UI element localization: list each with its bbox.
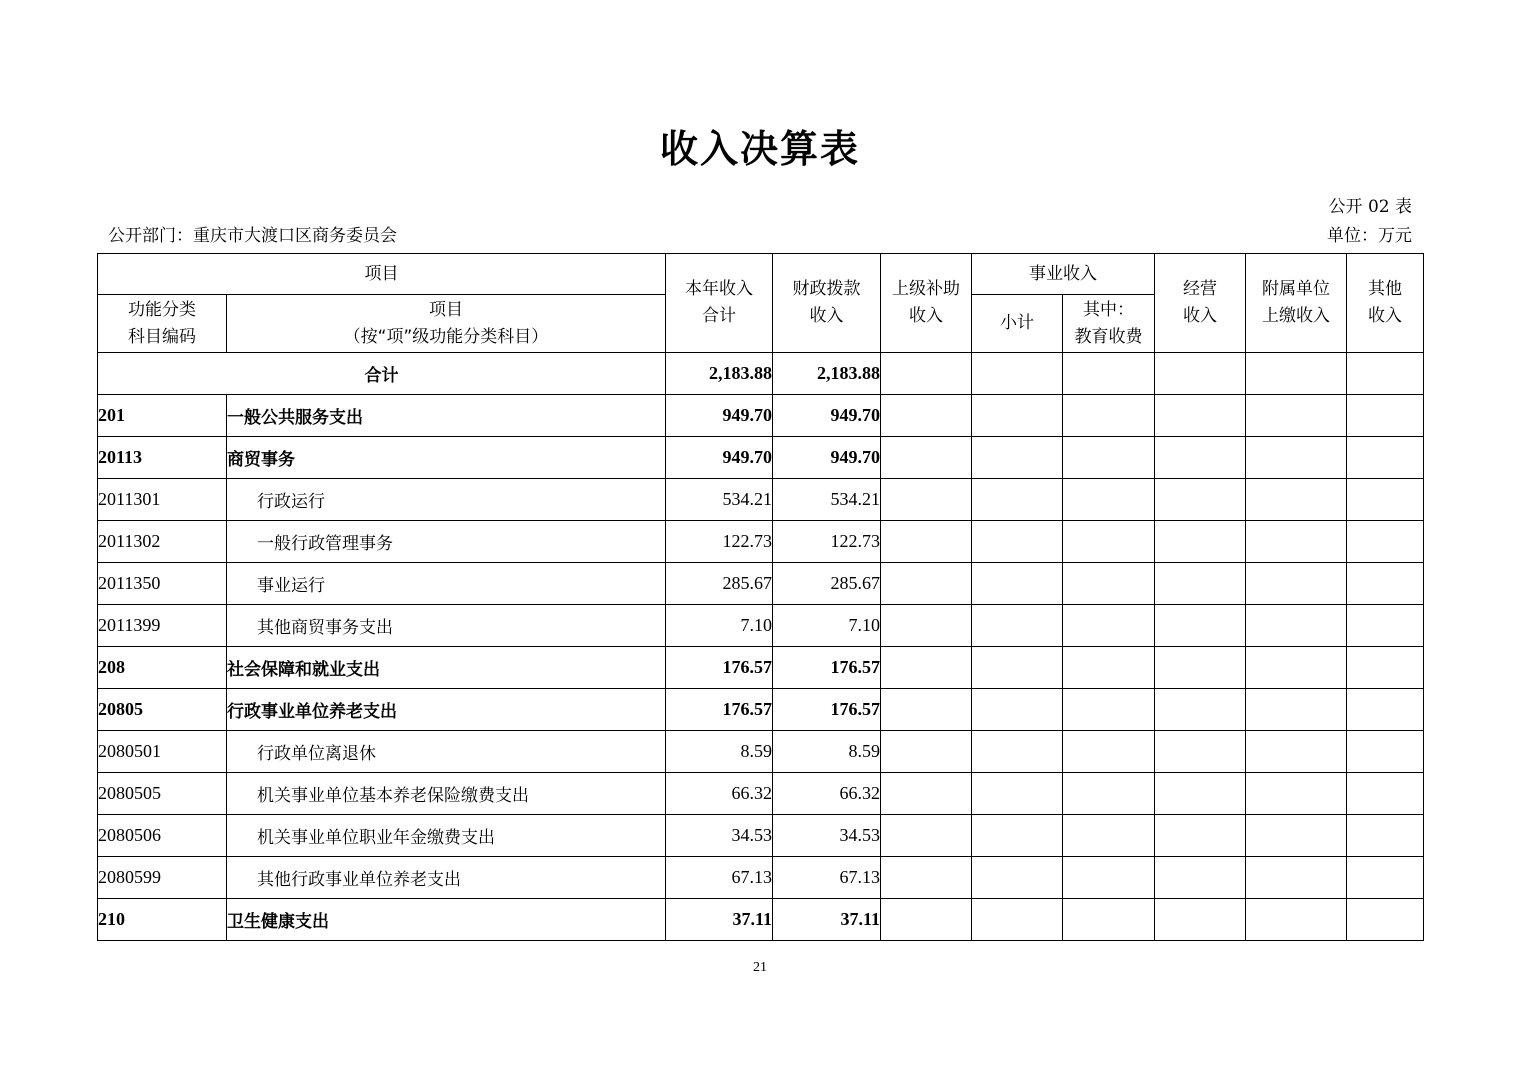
row-total-income: 8.59: [666, 731, 773, 773]
row-code: 20805: [98, 689, 227, 731]
row-name: 行政运行: [227, 479, 666, 521]
header-affiliated-income: 附属单位 上缴收入: [1246, 254, 1347, 353]
row-name: 商贸事务: [227, 437, 666, 479]
table-row: [98, 479, 1424, 521]
row-total-income: 534.21: [666, 479, 773, 521]
table-row: [98, 563, 1424, 605]
row-code: 2080501: [98, 731, 227, 773]
row-code: 2011350: [98, 563, 227, 605]
row-fiscal: 176.57: [773, 647, 881, 689]
row-code: 210: [98, 899, 227, 941]
row-name: 其他行政事业单位养老支出: [227, 857, 666, 899]
unit-label: 单位：万元: [1327, 226, 1412, 246]
row-fiscal: 67.13: [773, 857, 881, 899]
total-fiscal-value: 2,183.88: [773, 353, 881, 395]
table-row: [98, 899, 1424, 941]
header-career-income: 事业收入: [972, 254, 1155, 295]
row-total-income: 285.67: [666, 563, 773, 605]
total-label: 合计: [98, 353, 666, 395]
row-total-income: 176.57: [666, 647, 773, 689]
header-project: 项目: [98, 254, 666, 295]
row-fiscal: 7.10: [773, 605, 881, 647]
row-name: 一般公共服务支出: [227, 395, 666, 437]
total-income-value: 2,183.88: [666, 353, 773, 395]
table-row: [98, 731, 1424, 773]
row-fiscal: 66.32: [773, 773, 881, 815]
row-name: 社会保障和就业支出: [227, 647, 666, 689]
income-report-table: [97, 253, 1424, 941]
row-total-income: 66.32: [666, 773, 773, 815]
table-row: [98, 857, 1424, 899]
row-name: 机关事业单位基本养老保险缴费支出: [227, 773, 666, 815]
row-name: 机关事业单位职业年金缴费支出: [227, 815, 666, 857]
row-fiscal: 285.67: [773, 563, 881, 605]
row-code: 2011399: [98, 605, 227, 647]
row-fiscal: 949.70: [773, 395, 881, 437]
row-name: 事业运行: [227, 563, 666, 605]
header-fiscal-income: 财政拨款 收入: [773, 254, 881, 353]
row-total-income: 949.70: [666, 395, 773, 437]
header-operating-income: 经营 收入: [1155, 254, 1246, 353]
header-total-income: 本年收入 合计: [666, 254, 773, 353]
row-name: 行政单位离退休: [227, 731, 666, 773]
row-code: 2080505: [98, 773, 227, 815]
row-fiscal: 37.11: [773, 899, 881, 941]
header-other-income: 其他 收入: [1347, 254, 1424, 353]
row-total-income: 176.57: [666, 689, 773, 731]
row-code: 201: [98, 395, 227, 437]
row-fiscal: 949.70: [773, 437, 881, 479]
page-title: 收入决算表: [659, 127, 860, 171]
table-row: [98, 773, 1424, 815]
row-total-income: 949.70: [666, 437, 773, 479]
row-fiscal: 8.59: [773, 731, 881, 773]
row-total-income: 67.13: [666, 857, 773, 899]
row-code: 2011301: [98, 479, 227, 521]
row-name: 卫生健康支出: [227, 899, 666, 941]
table-row: [98, 521, 1424, 563]
table-row: [98, 605, 1424, 647]
row-total-income: 37.11: [666, 899, 773, 941]
total-row: [98, 353, 1424, 395]
row-fiscal: 176.57: [773, 689, 881, 731]
table-row: [98, 647, 1424, 689]
row-fiscal: 122.73: [773, 521, 881, 563]
department-label: 公开部门：重庆市大渡口区商务委员会: [108, 226, 397, 246]
table-row: [98, 815, 1424, 857]
header-career-subtotal: 小计: [972, 295, 1063, 353]
row-code: 20113: [98, 437, 227, 479]
row-name: 其他商贸事务支出: [227, 605, 666, 647]
row-total-income: 7.10: [666, 605, 773, 647]
row-total-income: 34.53: [666, 815, 773, 857]
header-education-fee: 其中： 教育收费: [1063, 295, 1155, 353]
row-code: 2080506: [98, 815, 227, 857]
row-total-income: 122.73: [666, 521, 773, 563]
row-name: 一般行政管理事务: [227, 521, 666, 563]
row-code: 2080599: [98, 857, 227, 899]
row-code: 2011302: [98, 521, 227, 563]
header-name: 项目 （按“项”级功能分类科目）: [227, 295, 666, 353]
header-upper-subsidy: 上级补助 收入: [881, 254, 972, 353]
header-code: 功能分类 科目编码: [98, 295, 227, 353]
row-name: 行政事业单位养老支出: [227, 689, 666, 731]
form-number: 公开 02 表: [1328, 197, 1412, 217]
table-row: [98, 437, 1424, 479]
table-row: [98, 689, 1424, 731]
row-fiscal: 34.53: [773, 815, 881, 857]
row-code: 208: [98, 647, 227, 689]
row-fiscal: 534.21: [773, 479, 881, 521]
page-number: 21: [753, 960, 767, 975]
table-row: [98, 395, 1424, 437]
